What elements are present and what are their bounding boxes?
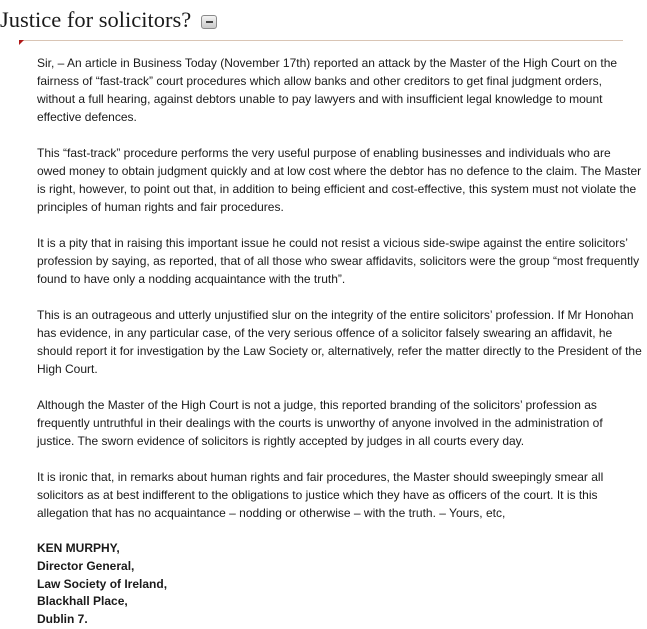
letter-body [37, 54, 642, 629]
letter-paragraph-3: It is a pity that in raising this important issue he could not resist a vicious side-swipe against the entire solicitors’ profession by saying, as reported, that of all those who swear affidavits, solicitors were the group “most frequently found to have only a nodding acquaintance with the truth”. [37, 236, 640, 286]
letter-paragraph-1: Sir, – An article in Business Today (November 17th) reported an attack by the Master of the High Court on the fairness of “fast-track” court procedures which allow banks and other creditors to get final judgment orders, without a full hearing, against debtors unable to pay lawyers and with insufficient legal knowledge to mount effective defences. [37, 56, 618, 124]
letter-paragraph-2: This “fast-track” procedure performs the very useful purpose of enabling businesses and individuals who are owed money to obtain judgment quickly and at low cost where the debtor has no defence to the claim. The Master is right, however, to point out that, in addition to being efficient and cost-effective, this system must not violate the principles of human rights and fair procedures. [37, 146, 642, 214]
letter-signature [37, 540, 642, 629]
letter-paragraph-6: It is ironic that, in remarks about human rights and fair procedures, the Master should sweepingly smear all solicitors as at best indifferent to the obligations to justice which they have as officers of the court. It is this allegation that has no acquaintance – nodding or otherwise – with the truth. – Yours, etc, [37, 470, 604, 520]
article-header [0, 4, 217, 36]
letter-paragraph-4: This is an outrageous and utterly unjustified slur on the integrity of the entire solicitors’ profession. If Mr Honohan has evidence, in any particular case, of the very serious offence of a solicitor falsely swearing an affidavit, he should report it for investigation by the Law Society or, alternatively, refer the matter directly to the President of the High Court. [37, 308, 642, 376]
title-divider [20, 40, 623, 41]
letter-paragraph-5: Although the Master of the High Court is not a judge, this reported branding of the solicitors’ profession as frequently untruthful in their dealings with the courts is unworthy of anyone involved in the administration of justice. The sworn evidence of solicitors is rightly accepted by judges in all courts every day. [37, 398, 603, 448]
minus-icon[interactable] [201, 15, 217, 29]
signature-city: Dublin 7. [37, 612, 88, 627]
signature-address: Blackhall Place, [37, 594, 128, 609]
signature-name: KEN MURPHY, [37, 541, 120, 555]
signature-role: Director General, [37, 558, 135, 573]
signature-organisation: Law Society of Ireland, [37, 576, 168, 591]
corner-marker [19, 40, 24, 45]
article-title: Justice for solicitors? [0, 7, 192, 32]
